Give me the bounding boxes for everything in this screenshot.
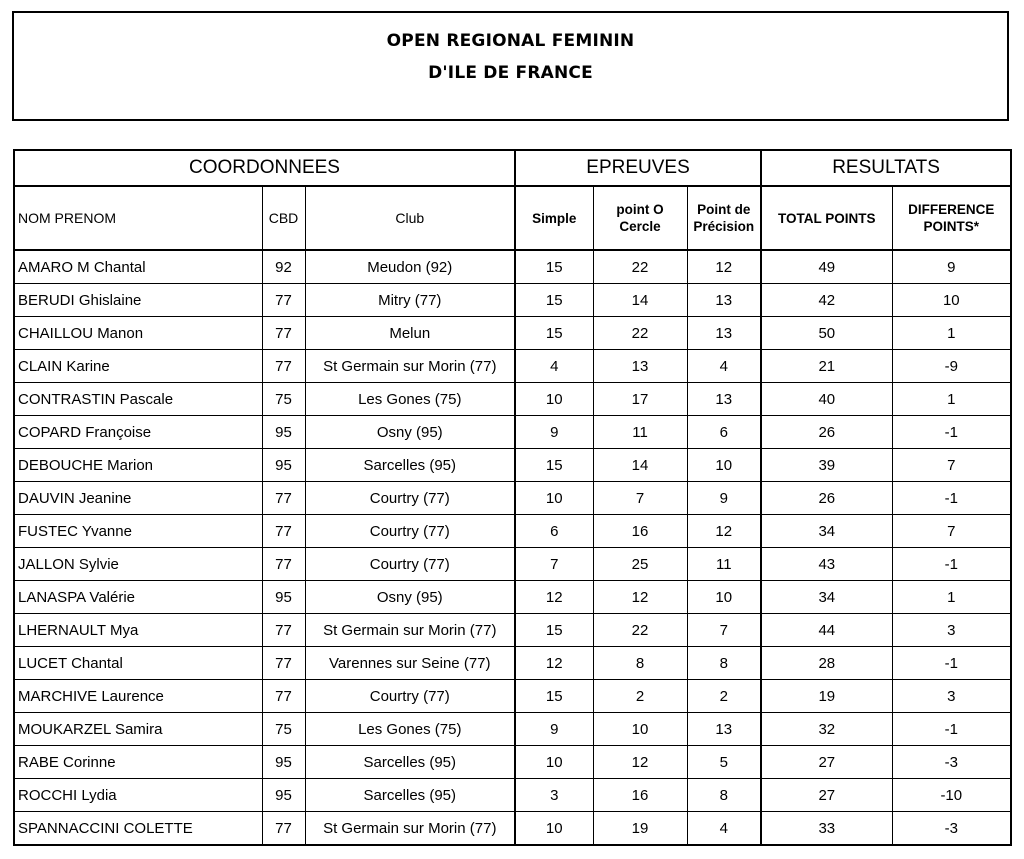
cell-club: St Germain sur Morin (77): [305, 614, 515, 647]
cell-club: Meudon (92): [305, 250, 515, 284]
cell-precision: 7: [687, 614, 761, 647]
table-row: [14, 515, 1011, 548]
table-row: [14, 482, 1011, 515]
cell-name: AMARO M Chantal: [14, 250, 262, 284]
cell-total: 39: [761, 449, 892, 482]
cell-cercle: 22: [593, 614, 687, 647]
table-row: [14, 350, 1011, 383]
cell-club: Les Gones (75): [305, 383, 515, 416]
group-epreuves: EPREUVES: [515, 150, 761, 186]
cell-cbd: 95: [262, 416, 305, 449]
table-row: [14, 812, 1011, 846]
col-name-header: NOM PRENOM: [14, 186, 262, 250]
cell-difference: -1: [892, 416, 1011, 449]
cell-club: Osny (95): [305, 416, 515, 449]
cell-cercle: 12: [593, 746, 687, 779]
group-coordonnees: COORDONNEES: [14, 150, 515, 186]
table-row: [14, 647, 1011, 680]
cell-cbd: 75: [262, 383, 305, 416]
cell-cbd: 77: [262, 680, 305, 713]
cell-difference: 3: [892, 680, 1011, 713]
cell-name: ROCCHI Lydia: [14, 779, 262, 812]
cell-total: 26: [761, 482, 892, 515]
cell-name: BERUDI Ghislaine: [14, 284, 262, 317]
cell-club: Osny (95): [305, 581, 515, 614]
cell-total: 49: [761, 250, 892, 284]
cell-precision: 4: [687, 812, 761, 846]
table-row: [14, 317, 1011, 350]
cell-name: DEBOUCHE Marion: [14, 449, 262, 482]
cell-cbd: 75: [262, 713, 305, 746]
cell-club: St Germain sur Morin (77): [305, 812, 515, 846]
column-header-row: [14, 186, 1011, 250]
cell-total: 27: [761, 779, 892, 812]
cell-cercle: 25: [593, 548, 687, 581]
cell-club: Varennes sur Seine (77): [305, 647, 515, 680]
cell-club: St Germain sur Morin (77): [305, 350, 515, 383]
cell-cbd: 77: [262, 317, 305, 350]
cell-difference: -3: [892, 746, 1011, 779]
title-box: [12, 11, 1009, 121]
cell-precision: 12: [687, 250, 761, 284]
cell-cbd: 77: [262, 812, 305, 846]
cell-name: LUCET Chantal: [14, 647, 262, 680]
cell-precision: 13: [687, 284, 761, 317]
cell-cbd: 92: [262, 250, 305, 284]
cell-club: Courtry (77): [305, 515, 515, 548]
cell-cercle: 2: [593, 680, 687, 713]
cell-precision: 13: [687, 383, 761, 416]
cell-club: Les Gones (75): [305, 713, 515, 746]
cell-cbd: 77: [262, 647, 305, 680]
cell-difference: -9: [892, 350, 1011, 383]
cell-cbd: 95: [262, 746, 305, 779]
cell-precision: 4: [687, 350, 761, 383]
cell-cercle: 12: [593, 581, 687, 614]
cell-difference: -1: [892, 713, 1011, 746]
cell-cercle: 13: [593, 350, 687, 383]
cell-total: 40: [761, 383, 892, 416]
table-row: [14, 713, 1011, 746]
cell-cercle: 19: [593, 812, 687, 846]
cell-precision: 2: [687, 680, 761, 713]
cell-name: CHAILLOU Manon: [14, 317, 262, 350]
cell-precision: 8: [687, 779, 761, 812]
cell-name: FUSTEC Yvanne: [14, 515, 262, 548]
cell-total: 28: [761, 647, 892, 680]
cell-difference: 3: [892, 614, 1011, 647]
cell-total: 50: [761, 317, 892, 350]
col-cercle-header: point O Cercle: [593, 186, 687, 250]
cell-cbd: 95: [262, 581, 305, 614]
cell-simple: 6: [515, 515, 593, 548]
cell-difference: 1: [892, 383, 1011, 416]
col-simple-header: Simple: [515, 186, 593, 250]
cell-cercle: 14: [593, 449, 687, 482]
cell-name: SPANNACCINI COLETTE: [14, 812, 262, 846]
table-row: [14, 680, 1011, 713]
cell-cbd: 77: [262, 350, 305, 383]
cell-name: COPARD Françoise: [14, 416, 262, 449]
cell-cbd: 77: [262, 548, 305, 581]
col-total-header: TOTAL POINTS: [761, 186, 892, 250]
cell-club: Sarcelles (95): [305, 449, 515, 482]
cell-simple: 15: [515, 614, 593, 647]
cell-name: JALLON Sylvie: [14, 548, 262, 581]
cell-simple: 7: [515, 548, 593, 581]
cell-cbd: 77: [262, 614, 305, 647]
results-body: [14, 250, 1011, 845]
cell-total: 34: [761, 581, 892, 614]
cell-simple: 3: [515, 779, 593, 812]
cell-simple: 15: [515, 317, 593, 350]
cell-precision: 12: [687, 515, 761, 548]
cell-simple: 10: [515, 383, 593, 416]
cell-total: 44: [761, 614, 892, 647]
cell-cercle: 11: [593, 416, 687, 449]
cell-simple: 12: [515, 581, 593, 614]
cell-simple: 10: [515, 812, 593, 846]
cell-cbd: 77: [262, 515, 305, 548]
cell-difference: 9: [892, 250, 1011, 284]
cell-precision: 10: [687, 449, 761, 482]
cell-simple: 12: [515, 647, 593, 680]
cell-simple: 15: [515, 449, 593, 482]
cell-cercle: 17: [593, 383, 687, 416]
col-difference-header: DIFFERENCE POINTS*: [892, 186, 1011, 250]
cell-simple: 4: [515, 350, 593, 383]
cell-cercle: 22: [593, 250, 687, 284]
cell-precision: 9: [687, 482, 761, 515]
cell-total: 32: [761, 713, 892, 746]
cell-club: Melun: [305, 317, 515, 350]
cell-cbd: 95: [262, 449, 305, 482]
cell-name: RABE Corinne: [14, 746, 262, 779]
cell-cercle: 10: [593, 713, 687, 746]
cell-name: LANASPA Valérie: [14, 581, 262, 614]
cell-total: 33: [761, 812, 892, 846]
cell-difference: 10: [892, 284, 1011, 317]
col-club-header: Club: [305, 186, 515, 250]
table-row: [14, 581, 1011, 614]
cell-total: 19: [761, 680, 892, 713]
group-resultats: RESULTATS: [761, 150, 1011, 186]
cell-total: 21: [761, 350, 892, 383]
cell-name: CLAIN Karine: [14, 350, 262, 383]
results-table: [13, 149, 1012, 846]
cell-name: MOUKARZEL Samira: [14, 713, 262, 746]
group-header-row: [14, 150, 1011, 186]
cell-simple: 15: [515, 680, 593, 713]
cell-difference: 7: [892, 449, 1011, 482]
cell-simple: 9: [515, 416, 593, 449]
cell-name: CONTRASTIN Pascale: [14, 383, 262, 416]
cell-name: MARCHIVE Laurence: [14, 680, 262, 713]
cell-club: Sarcelles (95): [305, 746, 515, 779]
cell-cercle: 16: [593, 515, 687, 548]
cell-total: 34: [761, 515, 892, 548]
table-row: [14, 416, 1011, 449]
title-line-1: OPEN REGIONAL FEMININ: [386, 31, 635, 51]
cell-club: Courtry (77): [305, 548, 515, 581]
table-row: [14, 449, 1011, 482]
col-cbd-header: CBD: [262, 186, 305, 250]
title-line-2: D'ILE DE FRANCE: [428, 63, 593, 83]
cell-simple: 15: [515, 284, 593, 317]
cell-difference: 7: [892, 515, 1011, 548]
cell-cercle: 7: [593, 482, 687, 515]
cell-difference: 1: [892, 581, 1011, 614]
cell-cercle: 8: [593, 647, 687, 680]
cell-name: LHERNAULT Mya: [14, 614, 262, 647]
table-row: [14, 614, 1011, 647]
cell-difference: -10: [892, 779, 1011, 812]
cell-simple: 10: [515, 482, 593, 515]
table-row: [14, 779, 1011, 812]
table-row: [14, 746, 1011, 779]
table-row: [14, 284, 1011, 317]
cell-total: 42: [761, 284, 892, 317]
cell-total: 27: [761, 746, 892, 779]
cell-total: 43: [761, 548, 892, 581]
cell-difference: -1: [892, 548, 1011, 581]
cell-cercle: 14: [593, 284, 687, 317]
cell-precision: 13: [687, 317, 761, 350]
cell-club: Courtry (77): [305, 680, 515, 713]
table-row: [14, 548, 1011, 581]
cell-precision: 10: [687, 581, 761, 614]
col-precision-header: Point de Précision: [687, 186, 761, 250]
cell-total: 26: [761, 416, 892, 449]
cell-cercle: 22: [593, 317, 687, 350]
cell-precision: 6: [687, 416, 761, 449]
cell-name: DAUVIN Jeanine: [14, 482, 262, 515]
cell-cbd: 77: [262, 284, 305, 317]
cell-club: Mitry (77): [305, 284, 515, 317]
cell-simple: 10: [515, 746, 593, 779]
cell-precision: 5: [687, 746, 761, 779]
cell-simple: 15: [515, 250, 593, 284]
cell-cbd: 95: [262, 779, 305, 812]
cell-difference: 1: [892, 317, 1011, 350]
cell-precision: 11: [687, 548, 761, 581]
cell-difference: -3: [892, 812, 1011, 846]
cell-precision: 8: [687, 647, 761, 680]
cell-club: Sarcelles (95): [305, 779, 515, 812]
cell-cercle: 16: [593, 779, 687, 812]
cell-club: Courtry (77): [305, 482, 515, 515]
cell-simple: 9: [515, 713, 593, 746]
cell-difference: -1: [892, 647, 1011, 680]
cell-cbd: 77: [262, 482, 305, 515]
table-row: [14, 250, 1011, 284]
table-row: [14, 383, 1011, 416]
cell-difference: -1: [892, 482, 1011, 515]
cell-precision: 13: [687, 713, 761, 746]
